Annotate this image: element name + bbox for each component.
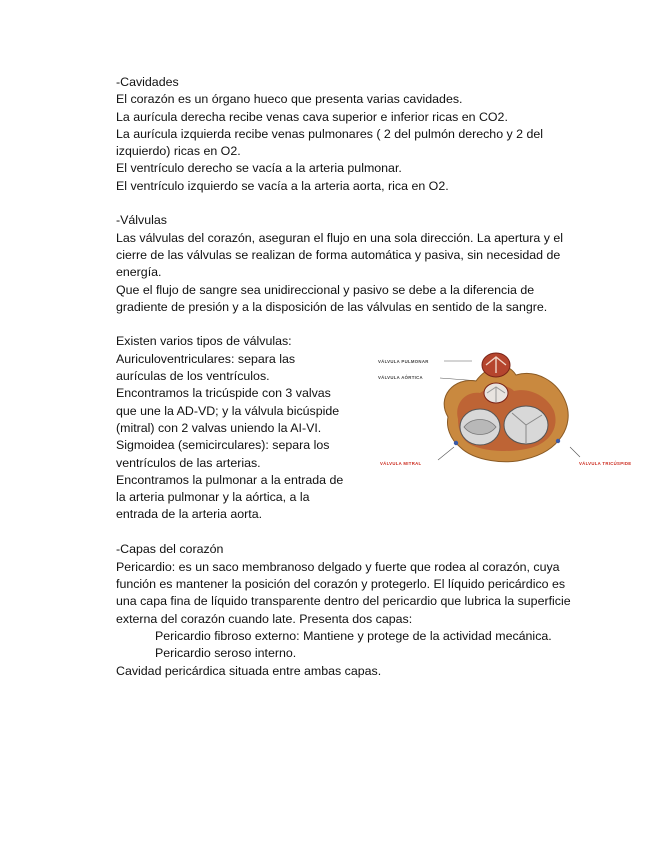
section-tipos-valvulas (116, 333, 632, 541)
section-cavidades (116, 74, 576, 195)
paragraph: El ventrículo derecho se vacía a la arteria pulmonar. (116, 161, 402, 176)
indented-item: Pericardio fibroso externo: Mantiene y protege de la actividad mecánica. (155, 628, 552, 643)
paragraph: Que el flujo de sangre sea unidireccional y pasivo se debe a la diferencia de gradiente de presión y a la disposición de las válvulas en sentido de la sangre. (116, 282, 548, 314)
heart-valves-figure (376, 347, 642, 487)
heading-capas: -Capas del corazón (116, 542, 224, 557)
paragraph: Existen varios tipos de válvulas: (116, 334, 292, 349)
heading-cavidades: -Cavidades (116, 75, 179, 89)
label-valvula-tricuspide: VÁLVULA TRICÚSPIDE (579, 461, 632, 467)
coronary-vessel (556, 439, 560, 443)
spacer (116, 195, 576, 212)
heading-valvulas: -Válvulas (116, 213, 167, 228)
label-valvula-mitral: VÁLVULA MITRAL (380, 461, 422, 467)
indented-item: Pericardio seroso interno. (155, 646, 297, 661)
spacer (116, 316, 576, 333)
label-valvula-aortica: VÁLVULA AÓRTICA (378, 375, 423, 381)
paragraph: El corazón es un órgano hueco que presenta varias cavidades. (116, 92, 463, 107)
leader-line (570, 447, 580, 457)
label-valvula-pulmonar: VÁLVULA PULMONAR (378, 359, 429, 365)
heart-cross-section (444, 353, 568, 462)
paragraph: La aurícula izquierda recibe venas pulmonares ( 2 del pulmón derecho y 2 del izquierdo) ricas en O2. (116, 126, 544, 159)
paragraph: Encontramos la tricúspide con 3 valvas que une la AD-VD; y la válvula bicúspide (mitral) con 2 valvas uniendo la AI-VI. (116, 386, 340, 435)
leader-line (438, 447, 454, 460)
coronary-vessel (454, 441, 458, 445)
paragraph: Sigmoidea (semicirculares): separa los ventrículos de las arterias. (116, 438, 330, 470)
tipos-text-column (116, 333, 346, 523)
paragraph: Las válvulas del corazón, aseguran el flujo en una sola dirección. La apertura y el cierre de las válvulas se realizan de forma automática y pasiva, sin necesidad de energía. (116, 230, 564, 280)
section-valvulas (116, 212, 576, 316)
paragraph: Pericardio: es un saco membranoso delgado y fuerte que rodea al corazón, cuya función es mantener la posición del corazón y protegerlo. El líquido pericárdico es una capa fina de líquido transparente dentro del pericardio que lubrica la superficie externa del corazón cuando late. Presenta dos capas: (116, 559, 571, 626)
paragraph: Encontramos la pulmonar a la entrada de la arteria pulmonar y la aórtica, a la entrada de la arteria aorta. (116, 472, 344, 522)
paragraph: Cavidad pericárdica situada entre ambas capas. (116, 663, 382, 678)
paragraph: El ventrículo izquierdo se vacía a la arteria aorta, rica en O2. (116, 178, 449, 193)
paragraph: Auriculoventriculares: separa las aurículas de los ventrículos. (116, 351, 296, 384)
section-capas (116, 541, 576, 679)
paragraph: La aurícula derecha recibe venas cava superior e inferior ricas en CO2. (116, 109, 508, 124)
document-page (116, 74, 632, 680)
